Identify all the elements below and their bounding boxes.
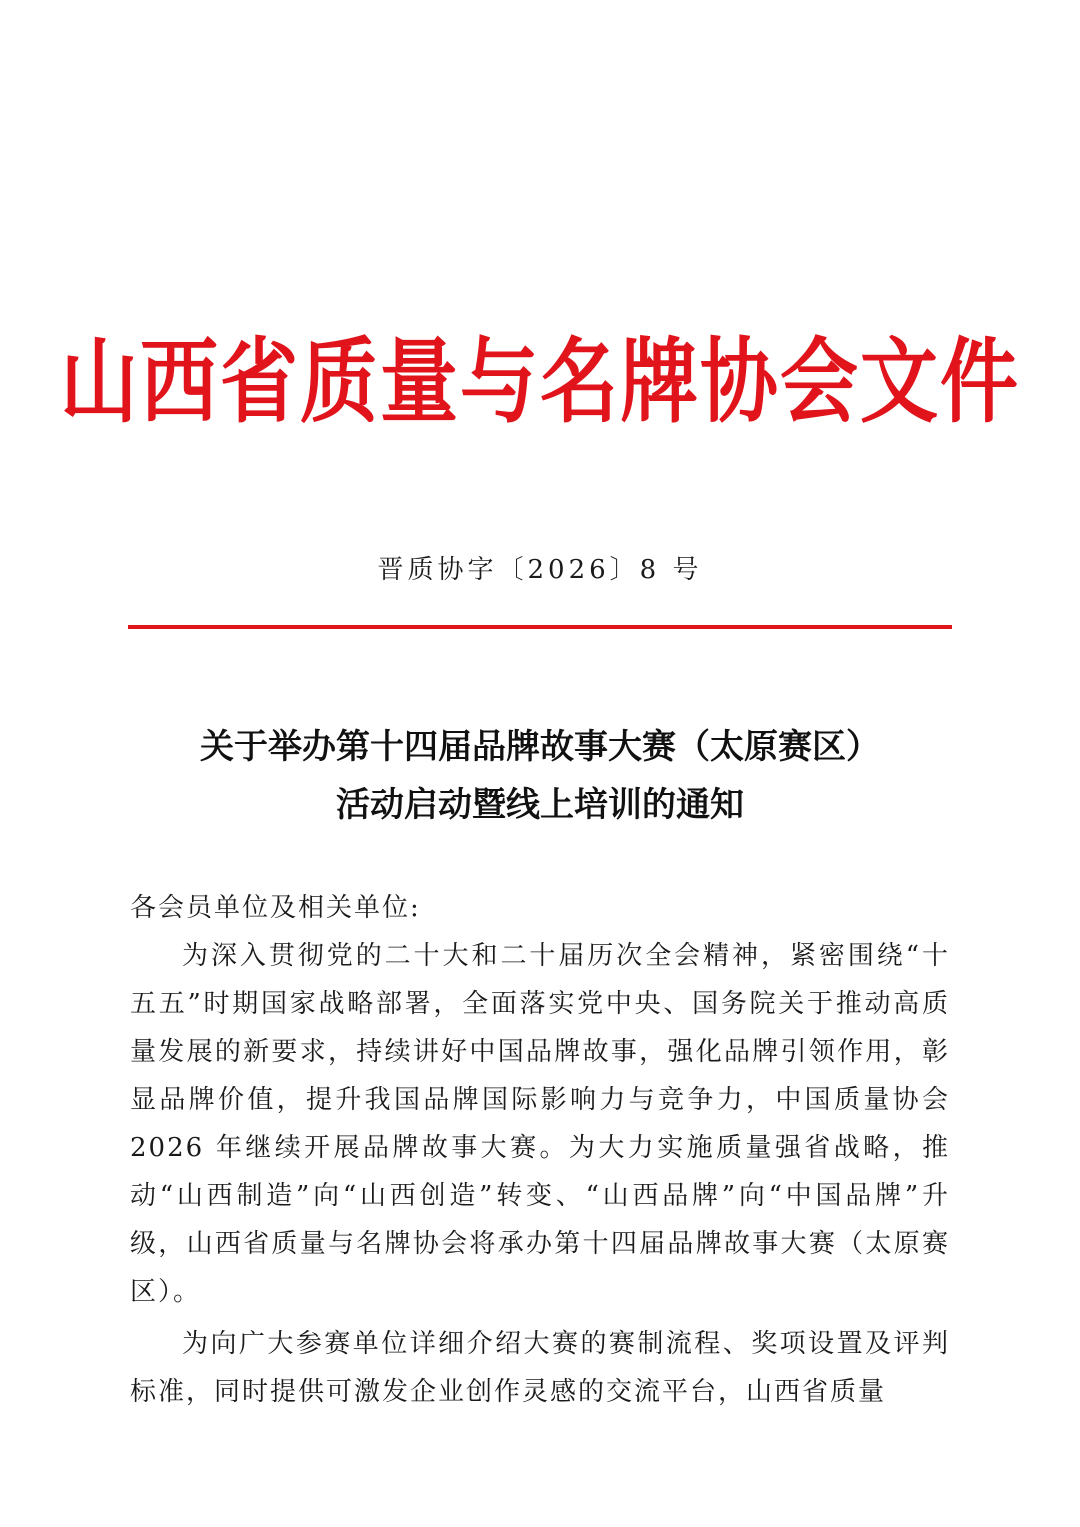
body-paragraph-2: 为向广大参赛单位详细介绍大赛的赛制流程、奖项设置及评判标准，同时提供可激发企业创作灵感的交流平台，山西省质量 (130, 1329, 950, 1407)
notice-title-line-1: 关于举办第十四届品牌故事大赛（太原赛区） (200, 727, 880, 767)
issuer-header-title: 山西省质量与名牌协会文件 (59, 328, 1020, 436)
document-number: 晋质协字〔2026〕8 号 (377, 555, 703, 585)
salutation: 各会员单位及相关单位: (130, 893, 421, 923)
body-paragraph-1: 为深入贯彻党的二十大和二十届历次全会精神，紧密围绕“十五五”时期国家战略部署，全面落实党中央、国务院关于推动高质量发展的新要求，持续讲好中国品牌故事，强化品牌引领作用，彰显品牌价值，提升我国品牌国际影响力与竞争力，中国质量协会 2026 年继续开展品牌故事大赛。为大力实施质量强省战略，推动“山西制造”向“山西创造”转变、“山西品牌”向“中国品牌”升级，山西省质量与名牌协会将承办第十四届品牌故事大赛（太原赛区）。 (130, 941, 950, 1307)
notice-title (0, 718, 1080, 834)
notice-title-line-2: 活动启动暨线上培训的通知 (336, 785, 744, 825)
red-divider-line (128, 625, 952, 629)
notice-body (130, 884, 950, 1416)
